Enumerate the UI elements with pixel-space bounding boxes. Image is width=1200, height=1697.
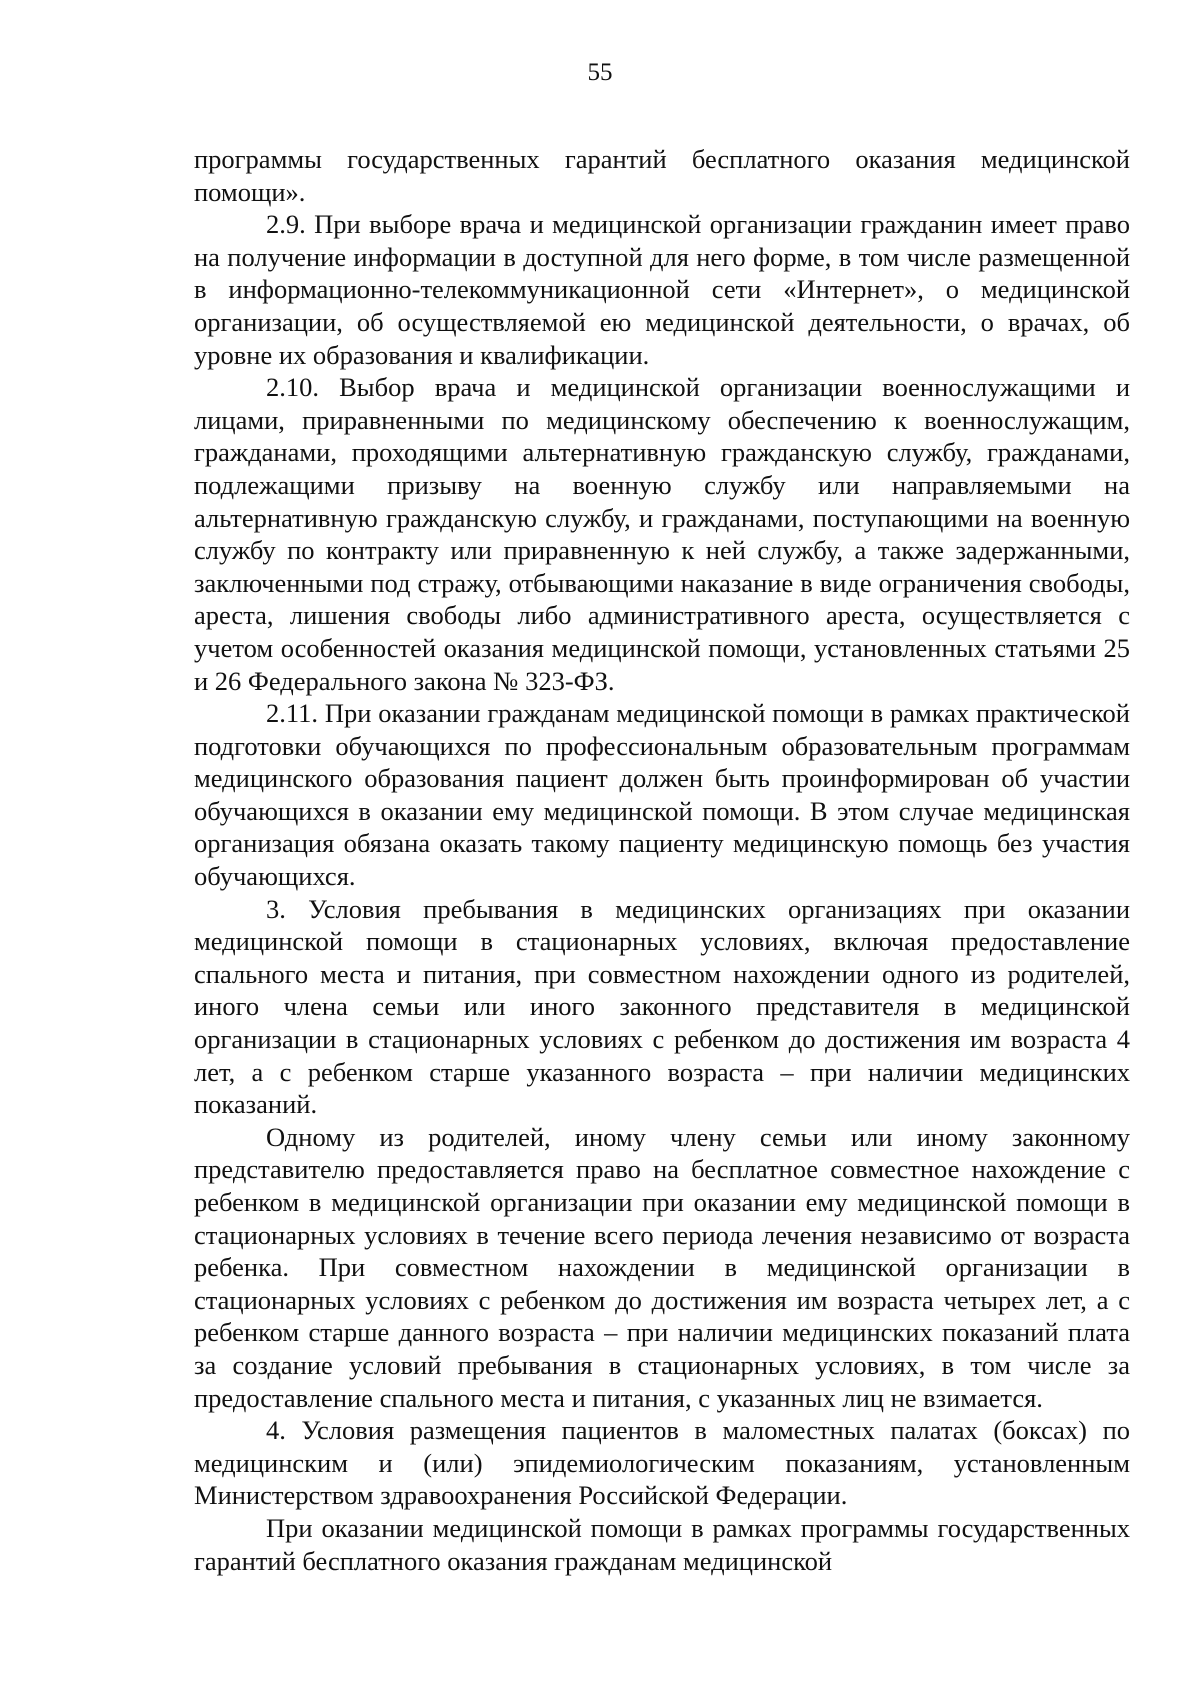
paragraph-continuation: программы государственных гарантий бесплатного оказания медицинской помощи». xyxy=(194,144,1130,207)
paragraph-2-11: 2.11. При оказании гражданам медицинской помощи в рамках практической подготовки обучающихся по профессиональным образовательным программам медицинского образования пациент должен быть проинформирован об участии обучающихся в оказании ему медицинской помощи. В этом случае медицинская организация обязана оказать такому пациенту медицинскую помощь без участия обучающихся. xyxy=(194,698,1130,892)
paragraph-2-10: 2.10. Выбор врача и медицинской организации военнослужащими и лицами, приравненными по медицинскому обеспечению к военнослужащим, гражданами, проходящими альтернативную гражданскую службу, гражданами, подлежащими призыву на военную службу или направляемыми на альтернативную гражданскую службу, и гражданами, поступающими на военную службу по контракту или приравненную к ней службу, а также задержанными, заключенными под стражу, отбывающими наказание в виде ограничения свободы, ареста, лишения свободы либо административного ареста, осуществляется с учетом особенностей оказания медицинской помощи, установленных статьями 25 и 26 Федерального закона № 323-ФЗ. xyxy=(194,372,1130,696)
document-body xyxy=(194,143,1130,1577)
paragraph-parent-stay: Одному из родителей, иному члену семьи или иному законному представителю предоставляется право на бесплатное совместное нахождение с ребенком в медицинской организации при оказании ему медицинской помощи в стационарных условиях в течение всего периода лечения независимо от возраста ребенка. При совместном нахождении в медицинской организации в стационарных условиях с ребенком до достижения им возраста четырех лет, а с ребенком старше данного возраста – при наличии медицинских показаний плата за создание условий пребывания в стационарных условиях, в том числе за предоставление спального места и питания, с указанных лиц не взимается. xyxy=(194,1121,1130,1413)
paragraph-4: 4. Условия размещения пациентов в маломестных палатах (боксах) по медицинским и (или) эпидемиологическим показаниям, установленным Министерством здравоохранения Российской Федерации. xyxy=(194,1415,1130,1511)
paragraph-2-9: 2.9. При выборе врача и медицинской организации гражданин имеет право на получение информации в доступной для него форме, в том числе размещенной в информационно-телекоммуникационной сети «Интернет», о медицинской организации, об осуществляемой ею медицинской деятельности, о врачах, об уровне их образования и квалификации. xyxy=(194,209,1130,370)
page-number: 55 xyxy=(587,59,613,86)
paragraph-program-guarantees: При оказании медицинской помощи в рамках программы государственных гарантий бесплатного оказания гражданам медицинской xyxy=(194,1512,1130,1576)
paragraph-3: 3. Условия пребывания в медицинских организациях при оказании медицинской помощи в стационарных условиях, включая предоставление спального места и питания, при совместном нахождении одного из родителей, иного члена семьи или иного законного представителя в медицинской организации в стационарных условиях с ребенком до достижения им возраста 4 лет, а с ребенком старше указанного возраста – при наличии медицинских показаний. xyxy=(194,893,1130,1120)
